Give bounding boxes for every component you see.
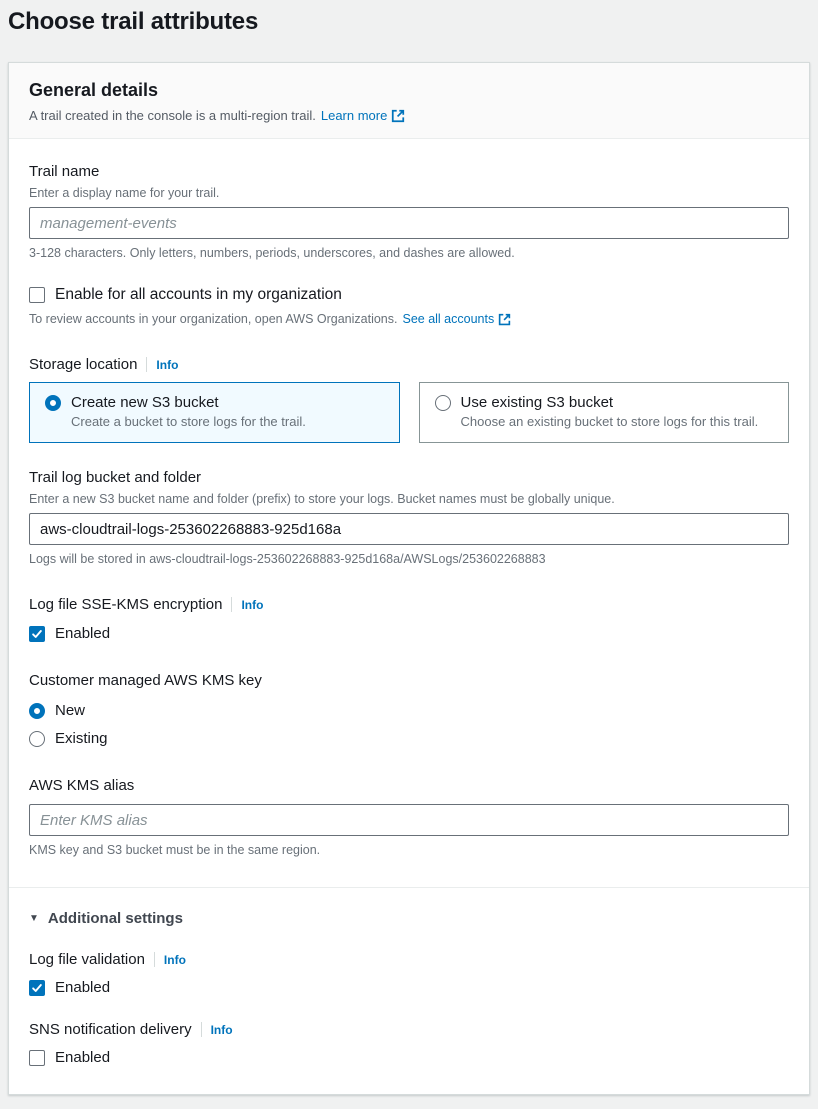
sse-kms-enabled-label: Enabled bbox=[55, 625, 111, 642]
kms-alias-group bbox=[29, 777, 789, 857]
learn-more-link[interactable] bbox=[321, 108, 405, 123]
kms-key-label: Customer managed AWS KMS key bbox=[29, 672, 262, 689]
kms-key-group bbox=[29, 672, 789, 747]
sns-notification-label: SNS notification delivery bbox=[29, 1021, 192, 1038]
panel-description: A trail created in the console is a multi-region trail. bbox=[29, 108, 316, 123]
kms-key-existing-label: Existing bbox=[55, 730, 108, 747]
caret-down-icon: ▼ bbox=[29, 912, 39, 924]
kms-key-existing-radio[interactable] bbox=[29, 731, 45, 747]
kms-key-new-label: New bbox=[55, 702, 86, 719]
see-all-accounts-link[interactable] bbox=[402, 312, 511, 326]
organization-description: To review accounts in your organization, open AWS Organizations. bbox=[29, 312, 398, 326]
additional-settings-title: Additional settings bbox=[47, 910, 183, 927]
trail-name-label: Trail name bbox=[29, 163, 100, 180]
see-all-accounts-label: See all accounts bbox=[402, 312, 495, 326]
log-file-validation-enabled-label: Enabled bbox=[55, 979, 111, 996]
general-details-body bbox=[9, 139, 809, 887]
storage-location-info-link[interactable]: Info bbox=[156, 357, 179, 372]
trail-name-constraint: 3-128 characters. Only letters, numbers, periods, underscores, and dashes are allowed. bbox=[29, 246, 515, 260]
log-file-validation-checkbox[interactable] bbox=[29, 980, 45, 996]
organization-group bbox=[29, 286, 789, 326]
sse-kms-group bbox=[29, 596, 789, 642]
trail-name-group bbox=[29, 163, 789, 260]
external-link-icon bbox=[498, 313, 511, 326]
sns-notification-info-link[interactable]: Info bbox=[210, 1022, 233, 1037]
general-details-panel bbox=[8, 62, 810, 1095]
external-link-icon bbox=[391, 109, 405, 123]
create-new-s3-bucket-radio[interactable] bbox=[45, 395, 61, 411]
sse-kms-label: Log file SSE-KMS encryption bbox=[29, 596, 223, 613]
sns-notification-group bbox=[29, 1021, 789, 1066]
kms-alias-input[interactable] bbox=[29, 804, 789, 836]
divider bbox=[231, 597, 232, 612]
tile-description: Create a bucket to store logs for the trail. bbox=[71, 414, 306, 429]
check-icon bbox=[31, 628, 43, 640]
trail-name-description: Enter a display name for your trail. bbox=[29, 186, 220, 200]
panel-header bbox=[9, 63, 809, 139]
bucket-label: Trail log bucket and folder bbox=[29, 469, 202, 486]
use-existing-s3-bucket-tile[interactable] bbox=[419, 382, 790, 443]
sse-kms-info-link[interactable]: Info bbox=[241, 597, 264, 612]
bucket-group bbox=[29, 469, 789, 566]
storage-location-label: Storage location bbox=[29, 356, 138, 373]
bucket-input[interactable] bbox=[29, 513, 789, 545]
trail-name-input[interactable] bbox=[29, 207, 789, 239]
kms-alias-label: AWS KMS alias bbox=[29, 777, 135, 794]
check-icon bbox=[31, 982, 43, 994]
sse-kms-enabled-checkbox[interactable] bbox=[29, 626, 45, 642]
sns-notification-enabled-label: Enabled bbox=[55, 1049, 111, 1066]
organization-checkbox[interactable] bbox=[29, 287, 45, 303]
sns-notification-checkbox[interactable] bbox=[29, 1050, 45, 1066]
storage-location-tiles bbox=[29, 382, 789, 443]
divider bbox=[201, 1022, 202, 1037]
additional-settings-section bbox=[9, 887, 809, 1094]
tile-title: Create new S3 bucket bbox=[71, 394, 219, 411]
log-file-validation-label: Log file validation bbox=[29, 951, 145, 968]
bucket-description: Enter a new S3 bucket name and folder (prefix) to store your logs. Bucket names must be globally unique. bbox=[29, 492, 615, 506]
divider bbox=[154, 952, 155, 967]
tile-title: Use existing S3 bucket bbox=[460, 394, 614, 411]
page-title: Choose trail attributes bbox=[8, 8, 259, 35]
divider bbox=[146, 357, 147, 372]
kms-key-new-radio[interactable] bbox=[29, 703, 45, 719]
log-file-validation-group bbox=[29, 951, 789, 996]
tile-description: Choose an existing bucket to store logs for this trail. bbox=[460, 414, 759, 429]
create-new-s3-bucket-tile[interactable] bbox=[29, 382, 400, 443]
log-file-validation-info-link[interactable]: Info bbox=[163, 952, 186, 967]
learn-more-label: Learn more bbox=[320, 108, 388, 123]
panel-title: General details bbox=[29, 80, 159, 100]
kms-alias-hint: KMS key and S3 bucket must be in the same region. bbox=[29, 843, 321, 857]
organization-checkbox-label: Enable for all accounts in my organization bbox=[55, 286, 342, 303]
additional-settings-expander[interactable] bbox=[29, 910, 789, 927]
bucket-hint: Logs will be stored in aws-cloudtrail-logs-253602268883-925d168a/AWSLogs/253602268883 bbox=[29, 552, 546, 566]
use-existing-s3-bucket-radio[interactable] bbox=[435, 395, 451, 411]
storage-location-group bbox=[29, 356, 789, 443]
